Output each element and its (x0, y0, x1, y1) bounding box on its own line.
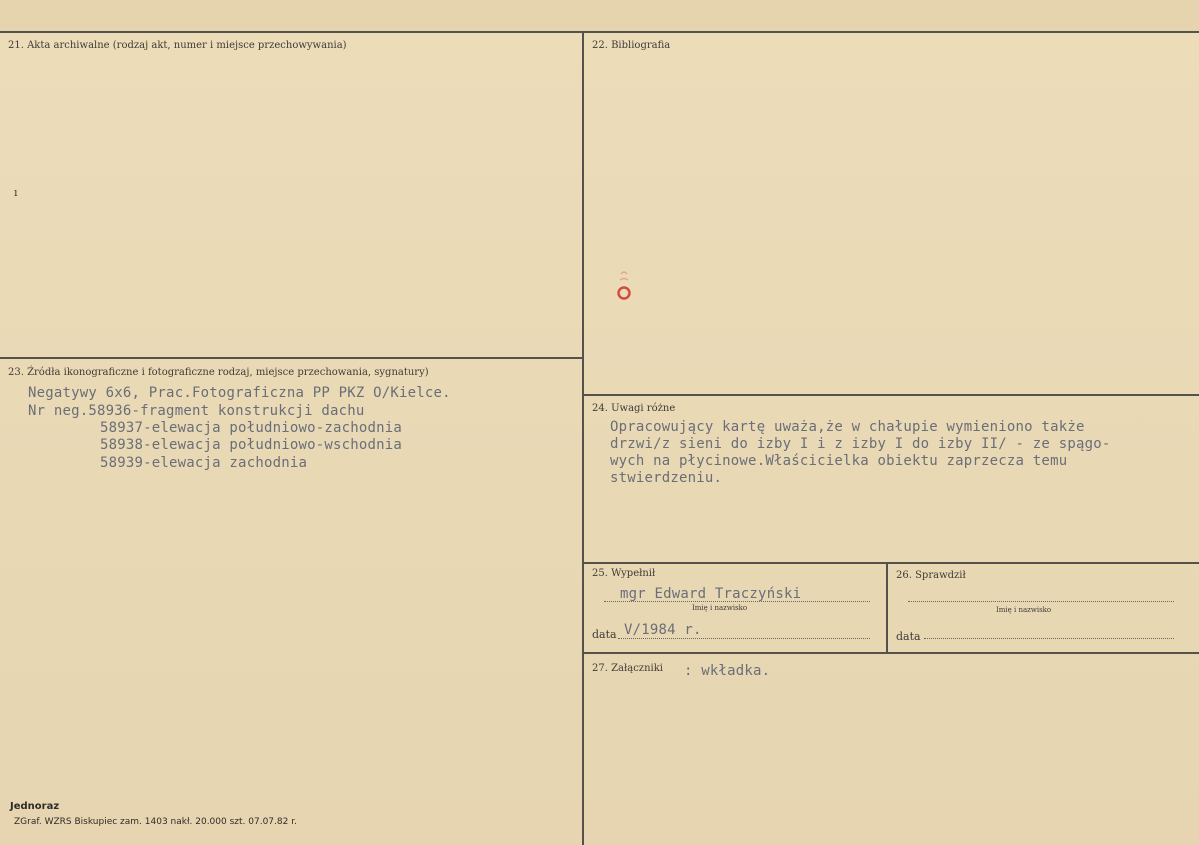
icono-line-4: 58938-elewacja południowo-wschodnia (100, 437, 403, 453)
footer-line-2: ZGraf. WZRS Biskupiec zam. 1403 nakł. 20.000 szt. 07.07.82 r. (14, 817, 297, 827)
checked-by-date-label: data (896, 630, 921, 643)
remarks-line-4: stwierdzeniu. (610, 470, 723, 486)
section-22-label: 22. Bibliografia (592, 40, 671, 51)
checked-by-date-line (924, 638, 1174, 639)
red-stamp-mark (612, 258, 636, 304)
remarks-line-1: Opracowujący kartę uważa,że w chałupie wymieniono także (610, 419, 1085, 435)
section-23-label: 23. Źródła ikonograficzne i fotograficzne rodzaj, miejsce przechowania, sygnatury) (8, 367, 429, 378)
section-25-label: 25. Wypełnił (592, 568, 656, 579)
filled-by-date: V/1984 r. (624, 622, 702, 638)
left-section-divider (0, 357, 582, 359)
icono-line-2: Nr neg.58936-fragment konstrukcji dachu (28, 403, 365, 419)
center-divider (582, 31, 584, 845)
right-section-divider-24 (584, 394, 1199, 396)
filled-by-name: mgr Edward Traczyński (620, 586, 802, 602)
footer-line-1: Jednoraz (10, 801, 60, 812)
remarks-line-2: drzwi/z sieni do izby I i z izby I do izby II/ - ze spągo- (610, 436, 1111, 452)
checked-by-name-line (908, 601, 1174, 602)
filled-by-date-label: data (592, 628, 617, 641)
checked-by-name-caption: Imię i nazwisko (996, 606, 1052, 614)
section-24-label: 24. Uwagi różne (592, 403, 676, 414)
remarks-line-3: wych na płycinowe.Właścicielka obiektu zaprzecza temu (610, 453, 1068, 469)
right-section-divider-25 (584, 562, 1199, 564)
top-border (0, 31, 1199, 33)
section-27-label: 27. Załączniki (592, 663, 663, 674)
right-section-divider-27 (584, 652, 1199, 654)
section-21-label: 21. Akta archiwalne (rodzaj akt, numer i miejsce przechowywania) (8, 40, 347, 51)
top-band (0, 0, 1199, 31)
icono-line-3: 58937-elewacja południowo-zachodnia (100, 420, 403, 436)
stray-mark: ı (14, 186, 18, 199)
box25-26-divider (886, 562, 888, 652)
attachments-value: : wkładka. (684, 663, 771, 679)
icono-line-5: 58939-elewacja zachodnia (100, 455, 308, 471)
section-26-label: 26. Sprawdził (896, 570, 966, 581)
filled-by-date-line (618, 638, 870, 639)
filled-by-name-caption: Imię i nazwisko (692, 604, 748, 612)
filled-by-name-line (604, 601, 870, 602)
icono-line-1: Negatywy 6x6, Prac.Fotograficzna PP PKZ O/Kielce. (28, 385, 451, 401)
